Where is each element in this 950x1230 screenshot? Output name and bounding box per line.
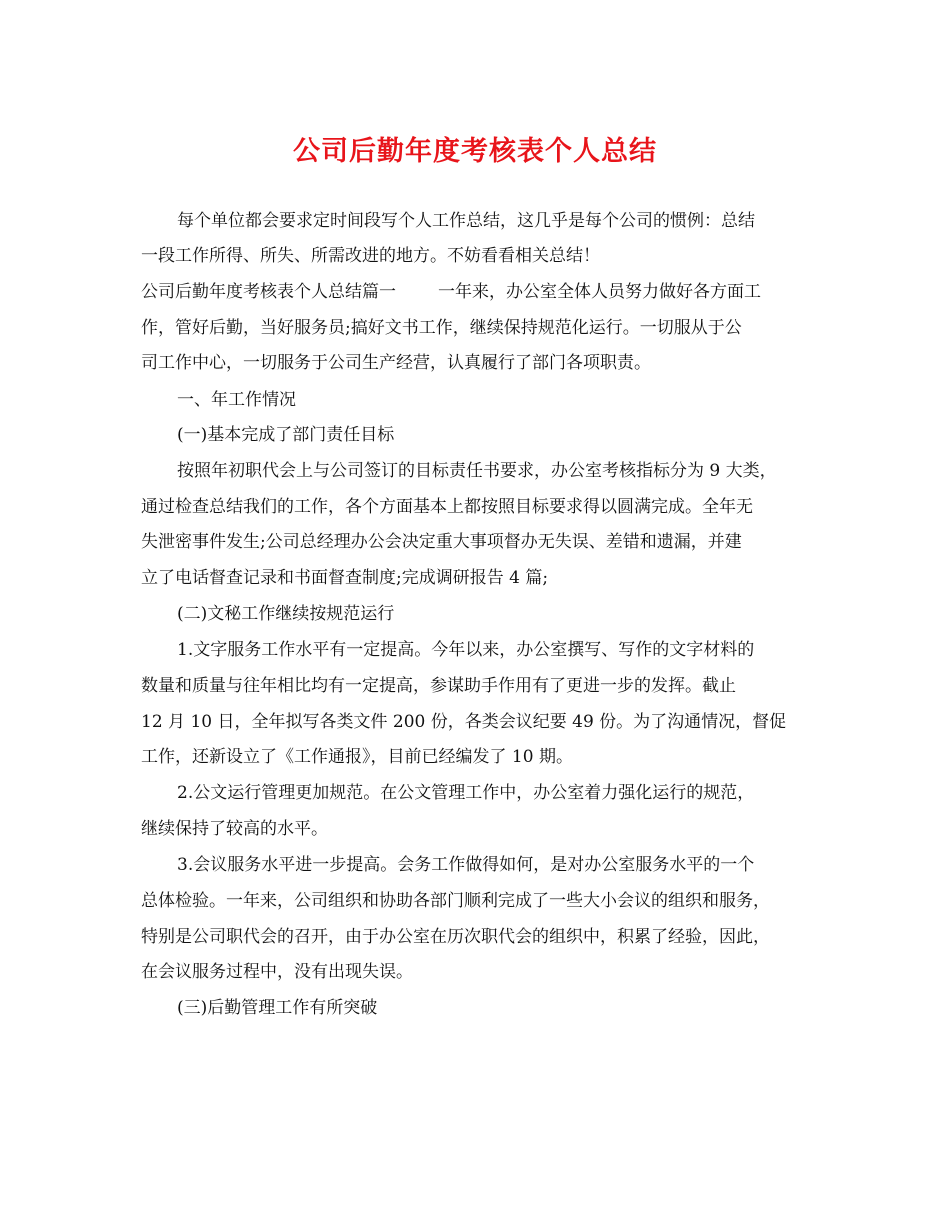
- section-heading: 一、年工作情况: [177, 390, 296, 410]
- text-line: 司工作中心，一切服务于公司生产经营，认真履行了部门各项职责。: [141, 353, 651, 373]
- text-line: 每个单位都会要求定时间段写个人工作总结，这几乎是每个公司的惯例：总结: [177, 211, 755, 231]
- text-line: 1.文字服务工作水平有一定提高。今年以来，办公室撰写、写作的文字材料的: [177, 640, 755, 660]
- subsection-heading: (三)后勤管理工作有所突破: [177, 998, 378, 1018]
- text-line: 一段工作所得、所失、所需改进的地方。不妨看看相关总结！: [141, 246, 600, 266]
- document-title: 公司后勤年度考核表个人总结: [293, 136, 657, 167]
- text-line: 在会议服务过程中，没有出现失误。: [141, 962, 413, 982]
- text-line: 通过检查总结我们的工作，各个方面基本上都按照目标要求得以圆满完成。全年无: [141, 497, 753, 517]
- text-line: 工作，还新设立了《工作通报》，目前已经编发了 10 期。: [141, 747, 573, 767]
- subsection-heading: (二)文秘工作继续按规范运行: [177, 604, 395, 624]
- text-line: 按照年初职代会上与公司签订的目标责任书要求，办公室考核指标分为 9 大类，: [177, 461, 777, 481]
- subsection-heading: (一)基本完成了部门责任目标: [177, 425, 395, 445]
- text-line: 总体检验。一年来，公司组织和协助各部门顺利完成了一些大小会议的组织和服务，: [141, 891, 770, 911]
- text-line: 失泄密事件发生;公司总经理办公会决定重大事项督办无失误、差错和遗漏，并建: [141, 532, 742, 552]
- text-line: 3.会议服务水平进一步提高。会务工作做得如何，是对办公室服务水平的一个: [177, 855, 755, 875]
- text-line: 继续保持了较高的水平。: [141, 819, 328, 839]
- text-line: 2.公文运行管理更加规范。在公文管理工作中，办公室着力强化运行的规范，: [177, 783, 755, 803]
- text-run: 一年来，办公室全体人员努力做好各方面工: [438, 282, 761, 302]
- text-line: 作，管好后勤，当好服务员;搞好文书工作，继续保持规范化运行。一切服从于公: [141, 318, 742, 338]
- text-line: 12 月 10 日，全年拟写各类文件 200 份，各类会议纪要 49 份。为了沟通情况，督促: [141, 712, 787, 732]
- section-heading: 公司后勤年度考核表个人总结篇一: [141, 282, 396, 302]
- text-line: 立了电话督查记录和书面督查制度;完成调研报告 4 篇;: [141, 568, 549, 588]
- text-line: 数量和质量与往年相比均有一定提高，参谋助手作用有了更进一步的发挥。截止: [141, 676, 736, 696]
- text-line: 特别是公司职代会的召开，由于办公室在历次职代会的组织中，积累了经验，因此，: [141, 927, 770, 947]
- text-line: [141, 279, 761, 305]
